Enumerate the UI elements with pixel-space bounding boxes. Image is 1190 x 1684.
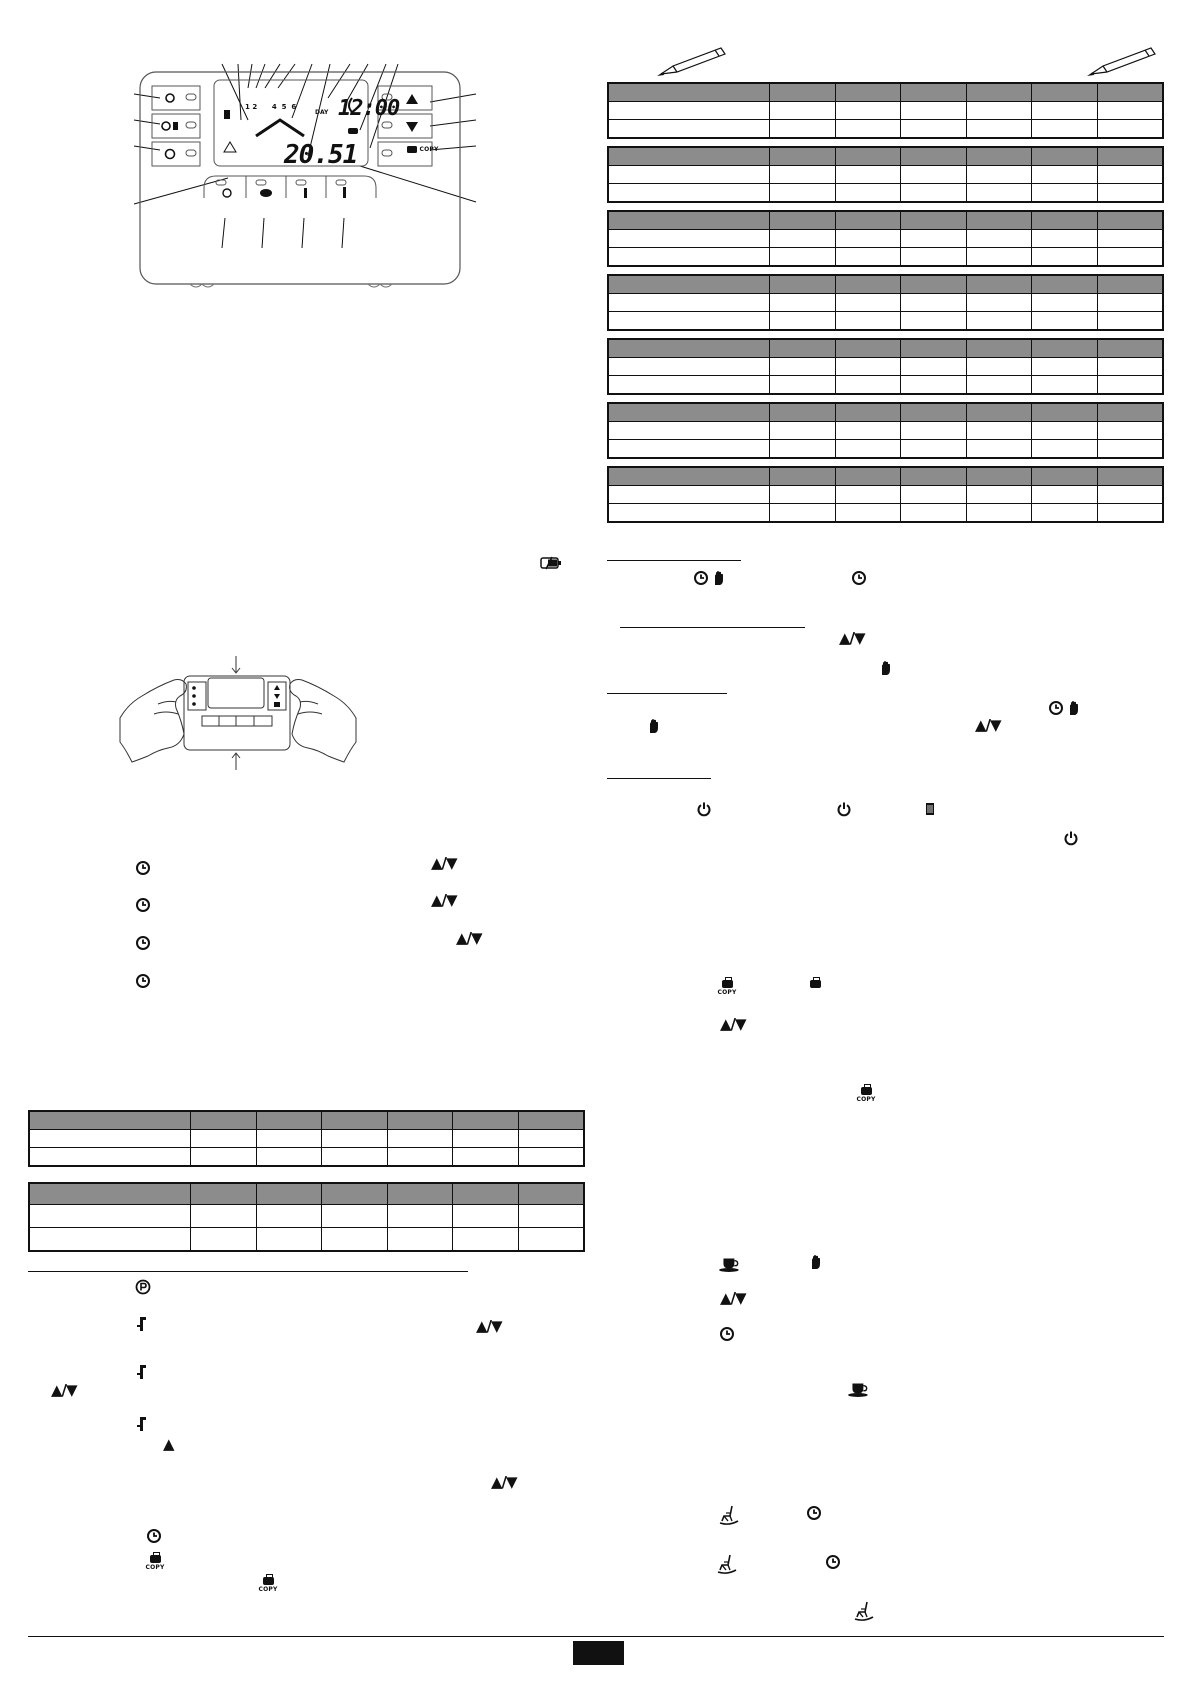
cup-eco-icon — [847, 1380, 871, 1398]
hand-manual-icon — [808, 1254, 824, 1270]
section-underline — [607, 693, 727, 694]
power-icon — [836, 801, 852, 817]
hand-manual-icon — [646, 718, 662, 734]
page-number-box — [573, 1641, 624, 1665]
clock-icon — [146, 1528, 162, 1544]
clock-icon — [825, 1554, 841, 1570]
clock-icon — [135, 935, 151, 951]
display-day-numbers: 1 2 4 5 6 — [245, 103, 297, 111]
schedule-table — [28, 1182, 585, 1252]
trash-icon — [922, 800, 938, 816]
up-down-arrows-icon: ▲/▼ — [720, 1015, 746, 1033]
clock-icon — [135, 860, 151, 876]
section-underline — [607, 560, 741, 561]
up-down-arrows-icon: ▲/▼ — [456, 929, 482, 947]
up-down-arrows-icon: ▲/▼ — [51, 1381, 77, 1399]
clock-icon — [693, 570, 709, 586]
schedule-table — [607, 82, 1164, 139]
up-down-arrows-icon: ▲/▼ — [839, 629, 865, 647]
up-down-arrows-icon: ▲/▼ — [975, 716, 1001, 734]
up-arrow-icon: ▲ — [163, 1435, 174, 1453]
copy-icon: COPY — [855, 1085, 877, 1107]
suitcase-icon — [804, 978, 826, 1000]
hand-manual-icon — [711, 570, 727, 586]
clock-icon — [1048, 700, 1064, 716]
copy-icon: COPY — [144, 1553, 166, 1575]
section-underline — [28, 1271, 468, 1272]
clock-icon — [135, 897, 151, 913]
display-day-label: DAY — [315, 109, 329, 116]
clock-icon — [851, 570, 867, 586]
schedule-table — [607, 466, 1164, 523]
schedule-table — [607, 274, 1164, 331]
schedule-table — [607, 402, 1164, 459]
display-time: 12:00 — [338, 96, 400, 121]
section-underline — [607, 778, 711, 779]
up-down-arrows-icon: ▲/▼ — [431, 854, 457, 872]
boiler-icon — [134, 1364, 150, 1380]
copy-icon: COPY — [257, 1575, 279, 1597]
cup-eco-icon — [718, 1255, 742, 1273]
hand-manual-icon — [1066, 700, 1082, 716]
clock-icon — [135, 973, 151, 989]
boiler-icon — [134, 1416, 150, 1432]
power-icon — [696, 801, 712, 817]
holiday-chair-icon — [718, 1504, 740, 1526]
up-down-arrows-icon: ▲/▼ — [491, 1473, 517, 1491]
up-down-arrows-icon: ▲/▼ — [431, 891, 457, 909]
copy-icon: COPY — [716, 978, 738, 1000]
clock-icon — [719, 1326, 735, 1342]
holiday-chair-icon — [853, 1600, 875, 1622]
footer-rule — [28, 1636, 1164, 1637]
clock-icon — [806, 1505, 822, 1521]
schedule-table — [28, 1110, 585, 1167]
up-down-arrows-icon: ▲/▼ — [720, 1289, 746, 1307]
display-temperature: 20.51 — [284, 140, 358, 170]
battery-icon — [540, 556, 562, 570]
boiler-icon — [134, 1316, 150, 1332]
up-down-arrows-icon: ▲/▼ — [476, 1317, 502, 1335]
thermostat-front-diagram — [130, 58, 480, 298]
figure-copy-button-icon: COPY — [419, 146, 439, 153]
section-underline — [620, 627, 805, 628]
schedule-table — [607, 338, 1164, 395]
pencil-icon — [1085, 46, 1157, 78]
hand-manual-icon — [878, 660, 894, 676]
holiday-chair-icon — [716, 1553, 738, 1575]
schedule-table — [607, 210, 1164, 267]
program-p-icon — [135, 1279, 151, 1295]
schedule-table — [607, 146, 1164, 203]
power-icon — [1063, 830, 1079, 846]
pencil-icon — [655, 46, 727, 78]
hands-removing-cover-illustration — [118, 652, 358, 772]
